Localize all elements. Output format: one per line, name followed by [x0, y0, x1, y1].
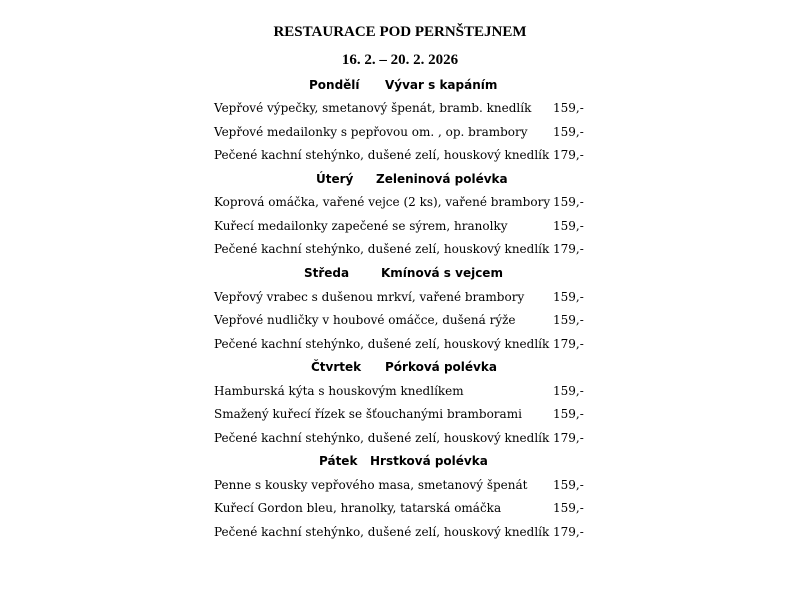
soup-of-day: Zeleninová polévka [376, 172, 508, 186]
dish-price: 179,- [553, 525, 584, 539]
menu-item [214, 431, 594, 449]
soup-of-day: Vývar s kapáním [385, 78, 498, 92]
dish-name: Vepřové nudličky v houbové omáčce, dušená rýže [214, 313, 516, 327]
menu-item [214, 148, 594, 166]
day-heading-friday [0, 454, 800, 472]
dish-name: Pečené kachní stehýnko, dušené zelí, houskový knedlík [214, 242, 550, 256]
dish-name: Pečené kachní stehýnko, dušené zelí, houskový knedlík [214, 431, 550, 445]
menu-item [214, 407, 594, 425]
dish-price: 159,- [553, 101, 584, 115]
menu-item [214, 125, 594, 143]
dish-name: Pečené kachní stehýnko, dušené zelí, houskový knedlík [214, 148, 550, 162]
menu-item [214, 242, 594, 260]
menu-item [214, 101, 594, 119]
dish-name: Vepřové medailonky s pepřovou om. , op. brambory [214, 125, 528, 139]
menu-item [214, 290, 594, 308]
menu-item [214, 313, 594, 331]
menu-item [214, 219, 594, 237]
dish-name: Pečené kachní stehýnko, dušené zelí, houskový knedlík [214, 337, 550, 351]
dish-price: 179,- [553, 337, 584, 351]
dish-price: 159,- [553, 384, 584, 398]
dish-price: 159,- [553, 313, 584, 327]
day-heading-thursday [0, 360, 800, 378]
dish-name: Koprová omáčka, vařené vejce (2 ks), vařené brambory [214, 195, 551, 209]
day-name: Středa [304, 266, 350, 280]
day-heading-monday [0, 78, 800, 96]
menu-item [214, 478, 594, 496]
soup-of-day: Hrstková polévka [370, 454, 488, 468]
dish-price: 179,- [553, 242, 584, 256]
dish-price: 159,- [553, 219, 584, 233]
dish-price: 159,- [553, 195, 584, 209]
day-name: Pondělí [309, 78, 360, 92]
day-name: Úterý [316, 172, 354, 186]
dish-price: 159,- [553, 478, 584, 492]
dish-name: Vepřový vrabec s dušenou mrkví, vařené brambory [214, 290, 525, 304]
menu-item [214, 195, 594, 213]
dish-name: Pečené kachní stehýnko, dušené zelí, houskový knedlík [214, 525, 550, 539]
dish-name: Kuřecí medailonky zapečené se sýrem, hranolky [214, 219, 508, 233]
dish-price: 179,- [553, 148, 584, 162]
day-heading-tuesday [0, 172, 800, 190]
dish-name: Penne s kousky vepřového masa, smetanový špenát [214, 478, 528, 492]
menu-item [214, 501, 594, 519]
day-name: Čtvrtek [311, 360, 362, 374]
soup-of-day: Pórková polévka [385, 360, 497, 374]
restaurant-name: RESTAURACE POD PERNŠTEJNEM [273, 24, 527, 40]
dish-price: 159,- [553, 290, 584, 304]
day-heading-wednesday [0, 266, 800, 284]
dish-price: 179,- [553, 431, 584, 445]
dish-name: Kuřecí Gordon bleu, hranolky, tatarská omáčka [214, 501, 502, 515]
dish-price: 159,- [553, 407, 584, 421]
menu-item [214, 384, 594, 402]
dish-price: 159,- [553, 501, 584, 515]
dish-price: 159,- [553, 125, 584, 139]
day-name: Pátek [319, 454, 358, 468]
dish-name: Hamburská kýta s houskovým knedlíkem [214, 384, 464, 398]
soup-of-day: Kmínová s vejcem [381, 266, 503, 280]
menu-item [214, 337, 594, 355]
menu-item [214, 525, 594, 543]
menu-date-range: 16. 2. – 20. 2. 2026 [341, 52, 459, 68]
dish-name: Smažený kuřecí řízek se šťouchanými bramborami [214, 407, 522, 421]
dish-name: Vepřové výpečky, smetanový špenát, bramb. knedlík [214, 101, 532, 115]
